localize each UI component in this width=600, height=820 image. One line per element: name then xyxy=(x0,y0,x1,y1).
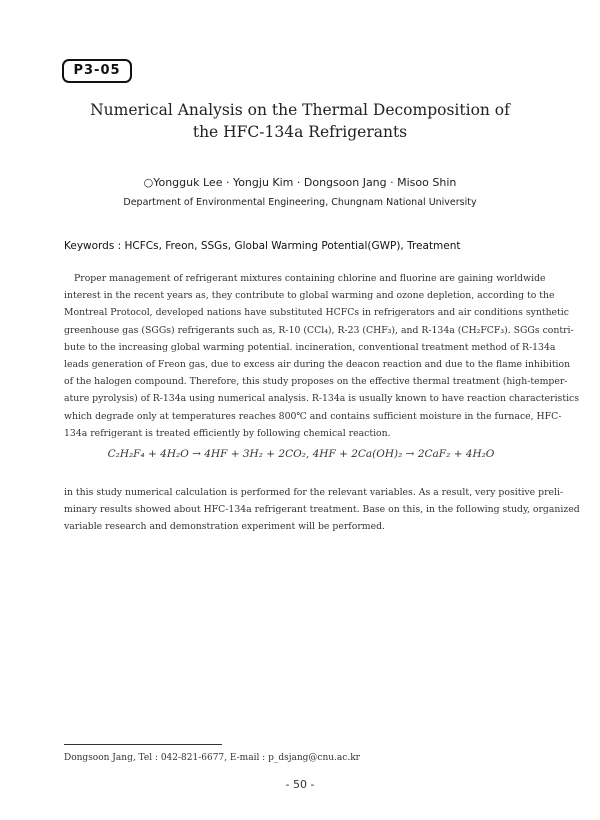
results-line: in this study numerical calculation is performed for the relevant variables. As a result, very positive preli- xyxy=(64,487,564,498)
abstract-line: Proper management of refrigerant mixtures containing chlorine and fluorine are gaining worldwide xyxy=(74,273,546,284)
title-line-1: Numerical Analysis on the Thermal Decomposition of xyxy=(90,101,510,119)
abstract-paragraph xyxy=(64,270,580,442)
abstract-line: which degrade only at temperatures reaches 800℃ and contains sufficient moisture in the furnace, HFC- xyxy=(64,410,562,422)
results-line: minary results showed about HFC-134a refrigerant treatment. Base on this, in the following study, organized xyxy=(64,504,580,516)
affiliation: Department of Environmental Engineering, Chungnam National University xyxy=(123,197,477,208)
keywords: Keywords : HCFCs, Freon, SSGs, Global Warming Potential(GWP), Treatment xyxy=(64,240,461,252)
page-number: - 50 - xyxy=(285,778,315,791)
abstract-line: bute to the increasing global warming potential. incineration, conventional treatment method of R-134a xyxy=(64,341,556,353)
abstract-line: Montreal Protocol, developed nations have substituted HCFCs in refrigerators and air conditions synthetic xyxy=(64,307,569,319)
chemical-equation: C₂H₂F₄ + 4H₂O → 4HF + 3H₂ + 2CO₂, 4HF + 2Ca(OH)₂ → 2CaF₂ + 4H₂O xyxy=(107,448,495,460)
paper-title xyxy=(60,99,540,143)
abstract-line: ature pyrolysis) of R-134a using numerical analysis. R-134a is usually known to have reaction characteristics xyxy=(64,393,580,405)
abstract-line: 134a refrigerant is treated efficiently by following chemical reaction. xyxy=(64,427,391,439)
abstract-line: leads generation of Freon gas, due to excess air during the deacon reaction and due to the flame inhibition xyxy=(64,359,571,371)
footnote-contact: Dongsoon Jang, Tel : 042-821-6677, E-mail : p_dsjang@cnu.ac.kr xyxy=(64,753,360,763)
author-list: ○Yongguk Lee · Yongju Kim · Dongsoon Jang · Misoo Shin xyxy=(143,176,457,189)
footnote-divider xyxy=(64,744,222,745)
title-line-2: the HFC-134a Refrigerants xyxy=(192,123,408,141)
abstract-line: greenhouse gas (SGGs) refrigerants such as, R-10 (CCl₄), R-23 (CHF₃), and R-134a (CH₂FCF₃). SGGs contri- xyxy=(64,324,574,336)
results-paragraph xyxy=(64,484,580,536)
abstract-line: of the halogen compound. Therefore, this study proposes on the effective thermal treatment (high-temper- xyxy=(64,376,568,388)
abstract-line: interest in the recent years as, they contribute to global warming and ozone depletion, according to the xyxy=(64,290,555,302)
results-line: variable research and demonstration experiment will be performed. xyxy=(64,521,385,533)
session-code-badge: P3-05 xyxy=(62,59,132,83)
